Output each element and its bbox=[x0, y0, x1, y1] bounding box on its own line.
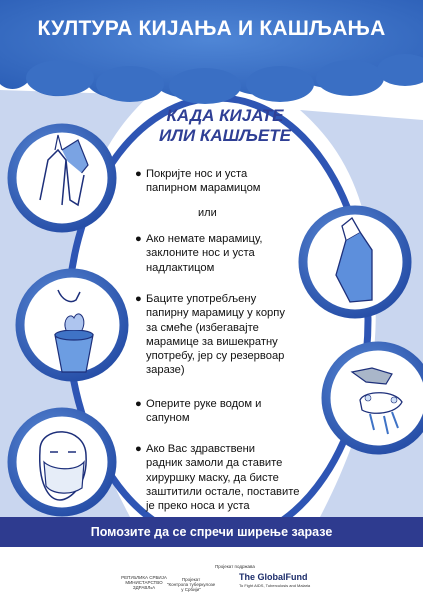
illustration-cover-mouth bbox=[12, 128, 112, 228]
list-item bbox=[135, 442, 320, 513]
list-item-text: Покријте нос и уста папирном марамицом bbox=[146, 168, 261, 195]
globalfund-supported-label: Пројекат подржава bbox=[215, 564, 255, 569]
list-item-text: Оперите руке водом и сапуном bbox=[146, 398, 262, 425]
globalfund-tagline: To Fight AIDS, Tuberculosis and Malaria bbox=[239, 583, 311, 588]
list-item-text: Ако немате марамицу, заклоните нос и уста надлактицом bbox=[146, 233, 263, 274]
subtitle-line-2: ИЛИ КАШЉЕТЕ bbox=[159, 126, 291, 145]
logo-strip bbox=[0, 547, 423, 600]
or-separator: или bbox=[198, 207, 217, 219]
illustration-mask bbox=[12, 412, 112, 512]
page-title: КУЛТУРА КИЈАЊА И КАШЉАЊА bbox=[37, 17, 386, 40]
list-item-text: Баците употребљену папирну марамицу у корпу за смеће (избегавајте марамице за вишекратну употребу, јер су резервоар заразе) bbox=[146, 293, 285, 377]
illustration-handwash bbox=[326, 346, 423, 450]
section-subtitle bbox=[140, 106, 310, 146]
list-item bbox=[135, 292, 320, 378]
list-item bbox=[135, 167, 320, 196]
bullet-dot: ● bbox=[135, 293, 142, 305]
list-item bbox=[135, 397, 320, 426]
slogan-bar: Помозите да се спречи ширење заразе bbox=[0, 517, 423, 547]
illustration-bin bbox=[20, 273, 124, 377]
globalfund-name: The GlobalFund bbox=[239, 572, 308, 582]
bullet-dot: ● bbox=[135, 168, 142, 180]
list-item-text: Ако Вас здравствени радник замоли да ставите хируршку маску, да бисте заштитили остале, поставите је преко носа и уста bbox=[146, 443, 300, 513]
bullet-dot: ● bbox=[135, 398, 142, 410]
list-item bbox=[135, 232, 320, 275]
ministry-label: РЕПУБЛИКА СРБИЈА МИНИСТАРСТВО ЗДРАВЉА bbox=[121, 575, 167, 590]
bullet-dot: ● bbox=[135, 233, 142, 245]
subtitle-line-1: КАДА КИЈАТЕ bbox=[166, 106, 284, 125]
bullet-dot: ● bbox=[135, 443, 142, 455]
project-label: Пројекат "Контрола туберкулозе у Србији" bbox=[166, 577, 216, 592]
